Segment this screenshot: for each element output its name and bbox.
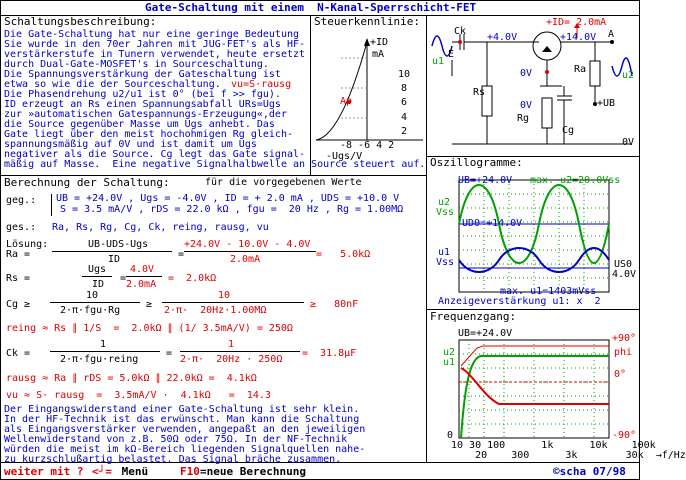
description-line: Die Gate-Schaltung hat nur eine geringe Bedeutung bbox=[4, 29, 300, 40]
circuit-ck-label: Ck bbox=[454, 26, 467, 37]
oscillogram-us0: US0 bbox=[614, 259, 633, 270]
ck-den2: 2·π· 20Hz · 250Ω bbox=[180, 354, 283, 365]
frequency-left-zero: 0 bbox=[447, 430, 454, 441]
circuit-id-label: +ID= 2.0mA bbox=[546, 17, 607, 28]
circuit-rg-label: Rg bbox=[517, 113, 530, 124]
rs-frac-line bbox=[82, 276, 112, 277]
given-label: geg.: bbox=[6, 195, 37, 206]
frequency-phi: phi bbox=[614, 347, 633, 358]
frequency-plus90: +90° bbox=[612, 333, 637, 344]
frequency-heading: Frequenzgang: bbox=[430, 310, 517, 323]
oscillogram-y-u2-unit: Vss bbox=[436, 207, 455, 218]
reing-line: reing ≈ Rs ∥ 1/S = 2.0kΩ ∥ (1/ 3.5mA/V) = 250Ω bbox=[6, 323, 293, 334]
characteristic-y-tick: 6 bbox=[401, 97, 408, 108]
description-line: etwa so wie die der Sourceschaltung. bbox=[4, 79, 221, 90]
oscillogram-max-u1: max. u1=1403mVss bbox=[500, 286, 597, 297]
description-line: Die Phasendrehung u2/u1 ist 0° (bei f >> fgu). bbox=[4, 89, 281, 100]
rs-lhs: Rs = bbox=[6, 273, 31, 284]
description-line: Die Spannungsverstärkung der Gateschaltung ist bbox=[4, 69, 281, 80]
circuit-ra-label: Ra bbox=[574, 64, 587, 75]
circuit-a-label: A bbox=[608, 29, 615, 40]
rs-frac-line2 bbox=[126, 276, 162, 277]
cg-den2: 2·π· 20Hz·1.00MΩ bbox=[164, 305, 267, 316]
characteristic-x-ticks: -8 -6 4 2 bbox=[340, 140, 395, 151]
ck-lhs: Ck = bbox=[6, 348, 31, 359]
ra-frac-line bbox=[52, 251, 172, 252]
frequency-plot bbox=[459, 340, 610, 439]
ra-frac-line2 bbox=[184, 251, 316, 252]
circuit-rs-label: Rs bbox=[473, 87, 486, 98]
characteristic-y-tick: 2 bbox=[401, 126, 408, 137]
enter-key[interactable]: <┘= bbox=[92, 465, 112, 478]
characteristic-x-label: -Ugs/V bbox=[326, 151, 363, 162]
ra-eq: = bbox=[178, 249, 185, 260]
f10-key[interactable]: F10 bbox=[180, 465, 200, 478]
description-line: Gate liegt über den meist hochohmigen Rg gleich- bbox=[4, 129, 293, 140]
given-line: S = 3.5 mA/V , rDS = 22.0 kΩ , fgu = 20 Hz , Rg = 1.00MΩ bbox=[60, 204, 404, 215]
description-line: ID erzeugt an Rs einen Spannungsabfall URs=Ugs bbox=[4, 99, 281, 110]
circuit-v0b-label: 0V bbox=[520, 100, 533, 111]
characteristic-y-tick: 8 bbox=[401, 83, 408, 94]
frequency-ub: UB=+24.0V bbox=[458, 328, 513, 339]
solution-label: Lösung: bbox=[6, 239, 49, 250]
menu-option[interactable]: Menü bbox=[115, 465, 149, 478]
copyright: ©scha 07/98 bbox=[553, 465, 626, 478]
ra-num: UB-UDS-Ugs bbox=[88, 239, 149, 250]
ck-num: 1 bbox=[100, 339, 107, 350]
description-heading: Schaltungsbeschreibung: bbox=[4, 15, 157, 28]
ck-frac-line bbox=[50, 351, 160, 352]
description-line: durch Dual-Gate-MOSFET's in Sourceschaltung. bbox=[4, 59, 269, 70]
circuit-ub-label: +UB bbox=[597, 98, 616, 109]
oscillogram-y-u1: u1 bbox=[438, 247, 451, 258]
oscillogram-gain: Anzeigeverstärkung u1: x 2 bbox=[438, 296, 601, 307]
continue-prompt[interactable]: weiter mit ? bbox=[4, 465, 84, 478]
frequency-zero: 0° bbox=[614, 369, 627, 380]
oscillogram-y-u2: u2 bbox=[438, 197, 451, 208]
cg-num: 10 bbox=[86, 290, 99, 301]
circuit-u2-label: u2 bbox=[622, 70, 635, 81]
characteristic-ap-label: Ap bbox=[340, 96, 353, 107]
description-line: spannungsmäßig auf 0V und ist damit um Ugs bbox=[4, 139, 257, 150]
description-line: mäßig auf Masse. Eine negative Signalhalbwelle an Source steuert auf. bbox=[4, 159, 426, 170]
cg-num2: 10 bbox=[218, 290, 231, 301]
ck-result: = 31.8µF bbox=[302, 348, 357, 359]
description-line: verstärkerstufe in Tunern verwendet, heute ersetzt bbox=[4, 49, 306, 60]
rs-num2: 4.0V bbox=[130, 264, 155, 275]
cg-frac-line bbox=[50, 302, 140, 303]
oscillogram-y-u1-unit: Vss bbox=[436, 257, 455, 268]
rs-den: ID bbox=[92, 279, 105, 290]
frequency-x-ticks-top: 10 30 100 1k 10k 100k bbox=[451, 440, 656, 451]
ck-eq: = bbox=[166, 348, 173, 359]
ra-num2: +24.0V - 10.0V - 4.0V bbox=[184, 239, 311, 250]
note-line: würden die meist im kΩ-Bereich liegenden Signalquellen nahe- bbox=[4, 444, 366, 455]
circuit-v0a-label: 0V bbox=[520, 68, 533, 79]
frequency-minus90: -90° bbox=[612, 430, 637, 441]
ra-result: = 5.0kΩ bbox=[316, 249, 371, 260]
ra-den: ID bbox=[108, 254, 121, 265]
calc-heading-sub: für die vorgegebenen Werte bbox=[205, 177, 362, 188]
cg-frac-line2 bbox=[162, 302, 304, 303]
oscillogram-max-u2: max. u2=20.0Vss bbox=[530, 175, 621, 186]
frequency-x-ticks-bottom: 20 300 3k 30k →f/Hz bbox=[451, 450, 686, 461]
cg-ge: ≥ bbox=[146, 299, 153, 310]
oscillogram-us0-value: 4.0V bbox=[612, 269, 637, 280]
cg-den: 2·π·fgu·Rg bbox=[60, 305, 121, 316]
circuit-0v-label: 0V bbox=[622, 137, 635, 148]
ra-den2: 2.0mA bbox=[230, 254, 261, 265]
rs-den2: 2.0mA bbox=[126, 279, 157, 290]
description-line: die Source gegenüber Masse um Ugs anhebt. Das bbox=[4, 119, 275, 130]
circuit-cg-label: Cg bbox=[562, 125, 575, 136]
characteristic-y-label: +ID bbox=[370, 37, 389, 48]
sought-label: ges.: bbox=[6, 222, 37, 233]
rs-num: Ugs bbox=[88, 264, 107, 275]
given-line: UB = +24.0V , Ugs = -4.0V , ID = + 2.0 mA , UDS = +10.0 V bbox=[56, 193, 400, 204]
description-line: zur »automatischen Gatespannungs-Erzeugung«,der bbox=[4, 109, 287, 120]
rs-result: = 2.0kΩ bbox=[168, 273, 217, 284]
oscillogram-plot bbox=[459, 180, 610, 293]
circuit-v1-label: +4.0V bbox=[487, 32, 518, 43]
note-line: In der HF-Technik ist das erwünscht. Man kann die Schaltung bbox=[4, 414, 360, 425]
frequency-y-u1: u1 bbox=[443, 357, 456, 368]
frequency-y-u2: u2 bbox=[443, 347, 456, 358]
description-line: Sie wurde in den 70er Jahren mit JUG-FET's als HF- bbox=[4, 39, 306, 50]
given-bracket bbox=[51, 194, 52, 216]
calc-heading: Berechnung der Schaltung: bbox=[4, 176, 170, 189]
ck-den: 2·π·fgu·reing bbox=[60, 354, 139, 365]
cg-result: ≥ 80nF bbox=[310, 299, 359, 310]
circuit-v2-label: +14.0V bbox=[560, 32, 597, 43]
characteristic-y-tick: 4 bbox=[401, 112, 408, 123]
ra-lhs: Ra = bbox=[6, 249, 31, 260]
rausg-line: rausg ≈ Ra ∥ rDS = 5.0kΩ ∥ 22.0kΩ = 4.1kΩ bbox=[6, 373, 257, 384]
description-formula: vu=S·rausg bbox=[231, 79, 292, 90]
sought-line: Ra, Rs, Rg, Cg, Ck, reing, rausg, vu bbox=[52, 222, 269, 233]
cg-lhs: Cg ≥ bbox=[6, 299, 31, 310]
note-line: Der Eingangswiderstand einer Gate-Schaltung ist sehr klein. bbox=[4, 404, 360, 415]
rs-eq: = bbox=[120, 273, 127, 284]
characteristic-heading: Steuerkennlinie: bbox=[314, 15, 420, 28]
page-title: Gate-Schaltung mit einem N-Kanal-Sperrschicht-FET bbox=[145, 1, 477, 14]
circuit-u1-label: u1 bbox=[432, 56, 445, 67]
oscillogram-ub: UB=+24.0V bbox=[458, 175, 513, 186]
note-line: zu kurzschlußartig belastet. Das Signal bräche zusammen. bbox=[4, 454, 342, 465]
vu-line: vu ≈ S· rausg = 3.5mA/V · 4.1kΩ = 14.3 bbox=[6, 390, 271, 401]
ck-num2: 1 bbox=[228, 339, 235, 350]
description-line: negativer als die Source. Cg legt das Gate signal- bbox=[4, 149, 306, 160]
oscillogram-ud0: UD0=+14.0V bbox=[462, 218, 523, 229]
oscillogram-heading: Oszillogramme: bbox=[430, 156, 523, 169]
circuit-e-label: E bbox=[448, 49, 455, 60]
characteristic-y-tick: 10 bbox=[398, 69, 411, 80]
ck-frac-line2 bbox=[180, 351, 300, 352]
recalc-option[interactable]: =neue Berechnung bbox=[200, 465, 306, 478]
characteristic-y-unit: mA bbox=[372, 49, 385, 60]
note-line: Wellenwiderstand von z.B. 50Ω oder 75Ω. In der NF-Technik bbox=[4, 434, 348, 445]
note-line: als Eingangsverstärker verwenden, angepaßt an den jeweiligen bbox=[4, 424, 366, 435]
